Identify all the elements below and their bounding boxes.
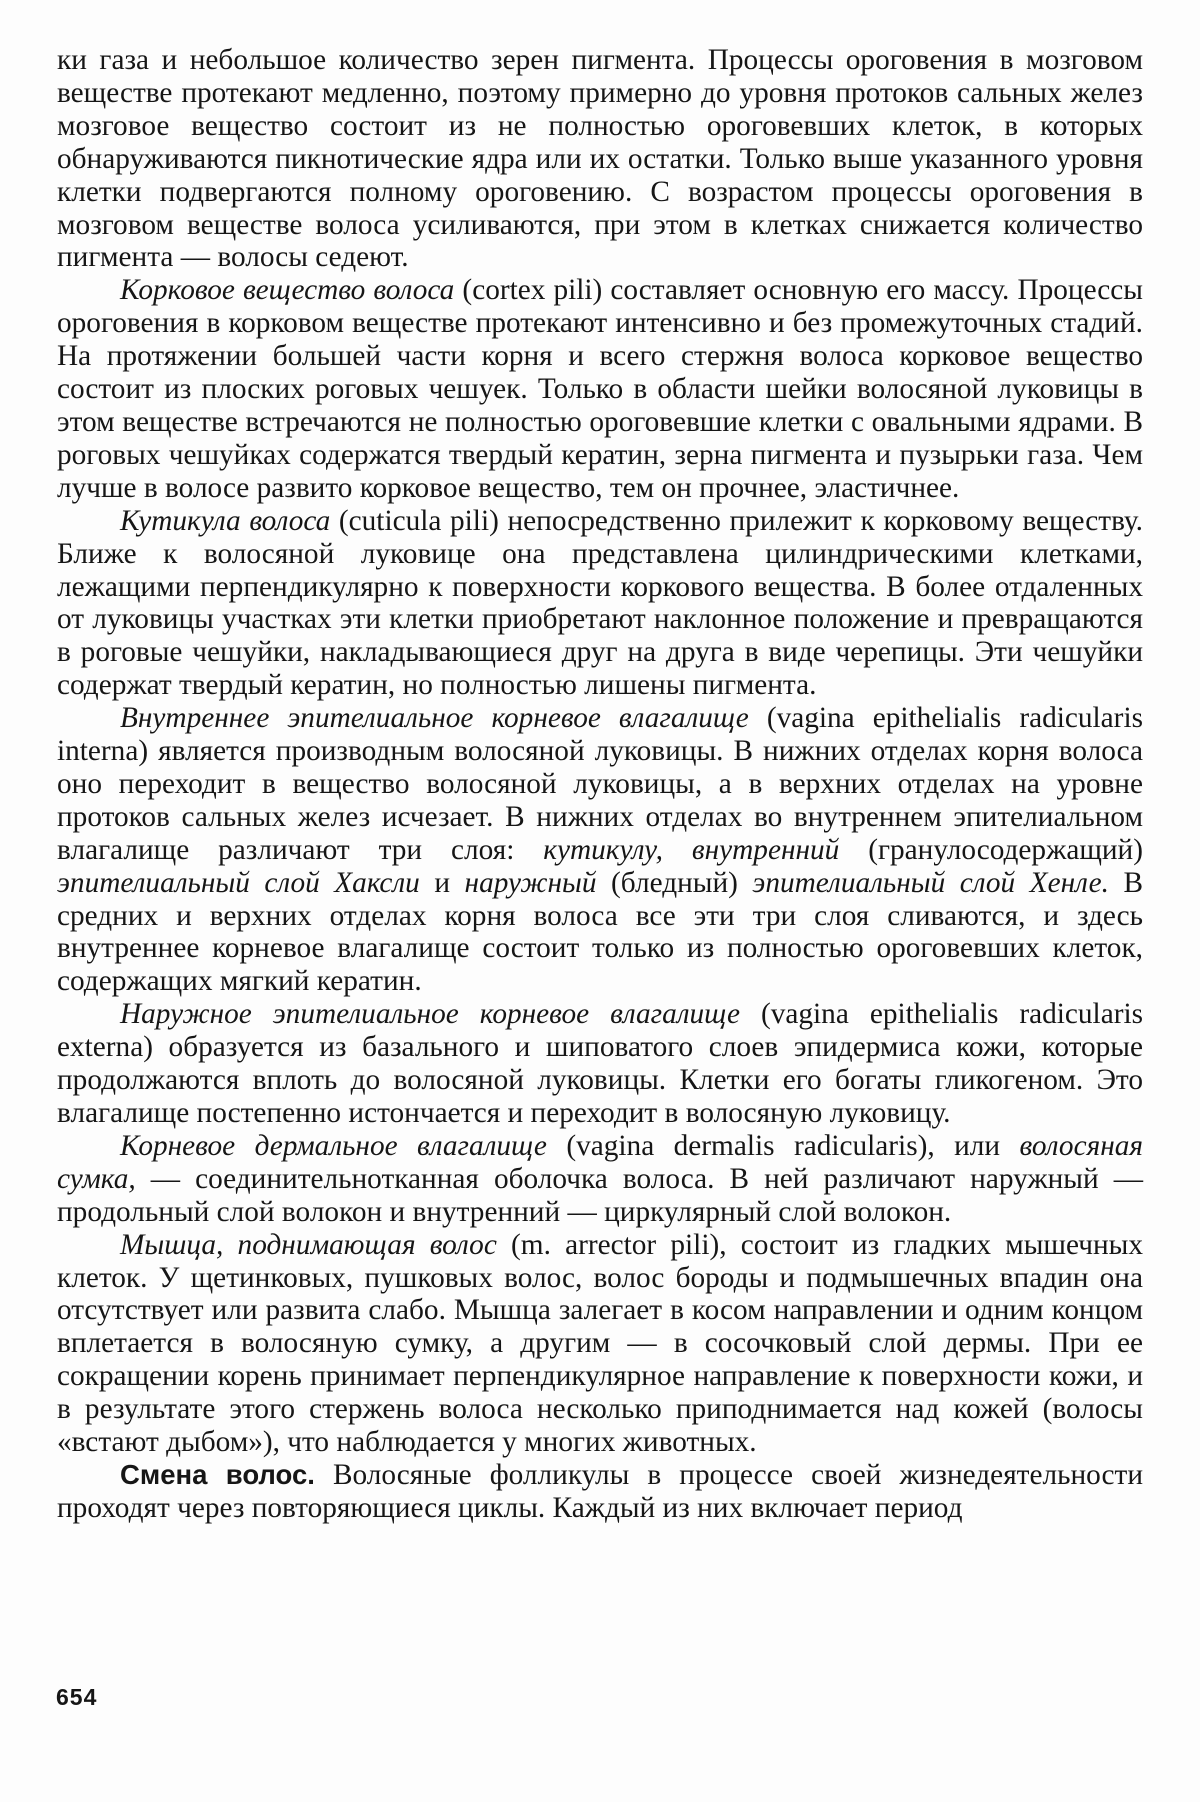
term-outer-root-sheath: Наружное эпителиальное корневое влагалище [120, 998, 740, 1031]
term-outer-layer: наружный [464, 866, 597, 899]
paragraph-medulla-continued: ки газа и небольшое количество зерен пигмента. Процессы ороговения в мозговом веществе протекают медленно, поэтому примерно до уровня протоков сальных желез мозговое вещество состоит из не полностью ороговевших клеток, в которых обнаруживаются пикнотические ядра или их остатки. Только выше указанного уровня клетки подвергаются полному ороговению. С возрастом процессы ороговения в мозговом веществе волоса усиливаются, при этом в клетках снижается количество пигмента — волосы седеют. [57, 44, 1143, 274]
term-cuticle: Кутикула волоса [120, 504, 331, 537]
term-cuticle-inner-layer: кутикулу, внутренний [543, 833, 840, 866]
paragraph-cuticle: Кутикула волоса (cuticula pili) непосредственно прилежит к корковому веществу. Ближе к волосяной луковице она представлена цилиндрическими клетками, лежащими перпендикулярно к поверхности коркового вещества. В более отдаленных от луковицы участках эти клетки приобретают наклонное положение и превращаются в роговые чешуйки, накладывающиеся друг на друга в виде черепицы. Эти чешуйки содержат твердый кератин, но полностью лишены пигмента. [57, 504, 1143, 702]
paragraph-dermal-sheath: Корневое дермальное влагалище (vagina dermalis radicularis), или волосяная сумка, — соединительнотканная оболочка волоса. В ней различают наружный — продольный слой волокон и внутренний — циркулярный слой волокон. [57, 1129, 1143, 1228]
term-arrector-pili: Мышца, поднимающая волос [120, 1228, 497, 1261]
paragraph-inner-root-sheath: Внутреннее эпителиальное корневое влагалище (vagina epithelialis radicularis interna) является производным волосяной луковицы. В нижних отделах корня волоса оно переходит в вещество волосяной луковицы, а в верхних отделах на уровне протоков сальных желез исчезает. В нижних отделах во внутреннем эпителиальном влагалище различают три слоя: кутикулу, внутренний (гранулосодержащий) эпителиальный слой Хаксли и наружный (бледный) эпителиальный слой Хенле. В средних и верхних отделах корня волоса все эти три слоя сливаются, и здесь внутреннее корневое влагалище состоит только из полностью ороговевших клеток, содержащих мягкий кератин. [57, 702, 1143, 998]
term-henle-layer: эпителиальный слой Хенле. [752, 866, 1109, 899]
page-number: 654 [56, 1684, 98, 1710]
term-huxley-layer: эпителиальный слой Хаксли [57, 866, 420, 899]
section-heading-hair-change: Смена волос. [120, 1458, 315, 1490]
term-dermal-sheath: Корневое дермальное влагалище [120, 1129, 547, 1162]
body-text [57, 44, 1143, 1525]
term-hair-bag: волосяная сумка, [57, 1129, 1143, 1195]
paragraph-hair-change: Смена волос. Волосяные фолликулы в процессе своей жизнедеятельности проходят через повторяющиеся циклы. Каждый из них включает период [57, 1458, 1143, 1524]
paragraph-cortex: Корковое вещество волоса (cortex pili) составляет основную его массу. Процессы ороговения в корковом веществе протекают интенсивно и без промежуточных стадий. На протяжении большей части корня и всего стержня волоса корковое вещество состоит из плоских роговых чешуек. Только в области шейки волосяной луковицы в этом веществе встречаются не полностью ороговевшие клетки с овальными ядрами. В роговых чешуйках содержатся твердый кератин, зерна пигмента и пузырьки газа. Чем лучше в волосе развито корковое вещество, тем он прочнее, эластичнее. [57, 274, 1143, 504]
paragraph-outer-root-sheath: Наружное эпителиальное корневое влагалище (vagina epithelialis radicularis externa) образуется из базального и шиповатого слоев эпидермиса кожи, которые продолжаются вплоть до волосяной луковицы. Клетки его богаты гликогеном. Это влагалище постепенно истончается и переходит в волосяную луковицу. [57, 998, 1143, 1129]
paragraph-arrector-pili: Мышца, поднимающая волос (m. arrector pili), состоит из гладких мышечных клеток. У щетинковых, пушковых волос, волос бороды и подмышечных впадин она отсутствует или развита слабо. Мышца залегает в косом направлении и одним концом вплетается в волосяную сумку, а другим — в сосочковый слой дермы. При ее сокращении корень принимает перпендикулярное направление к поверхности кожи, и в результате этого стержень волоса несколько приподнимается над кожей (волосы «встают дыбом»), что наблюдается у многих животных. [57, 1228, 1143, 1459]
term-inner-root-sheath: Внутреннее эпителиальное корневое влагалище [120, 702, 749, 735]
term-cortex: Корковое вещество волоса [120, 274, 455, 307]
